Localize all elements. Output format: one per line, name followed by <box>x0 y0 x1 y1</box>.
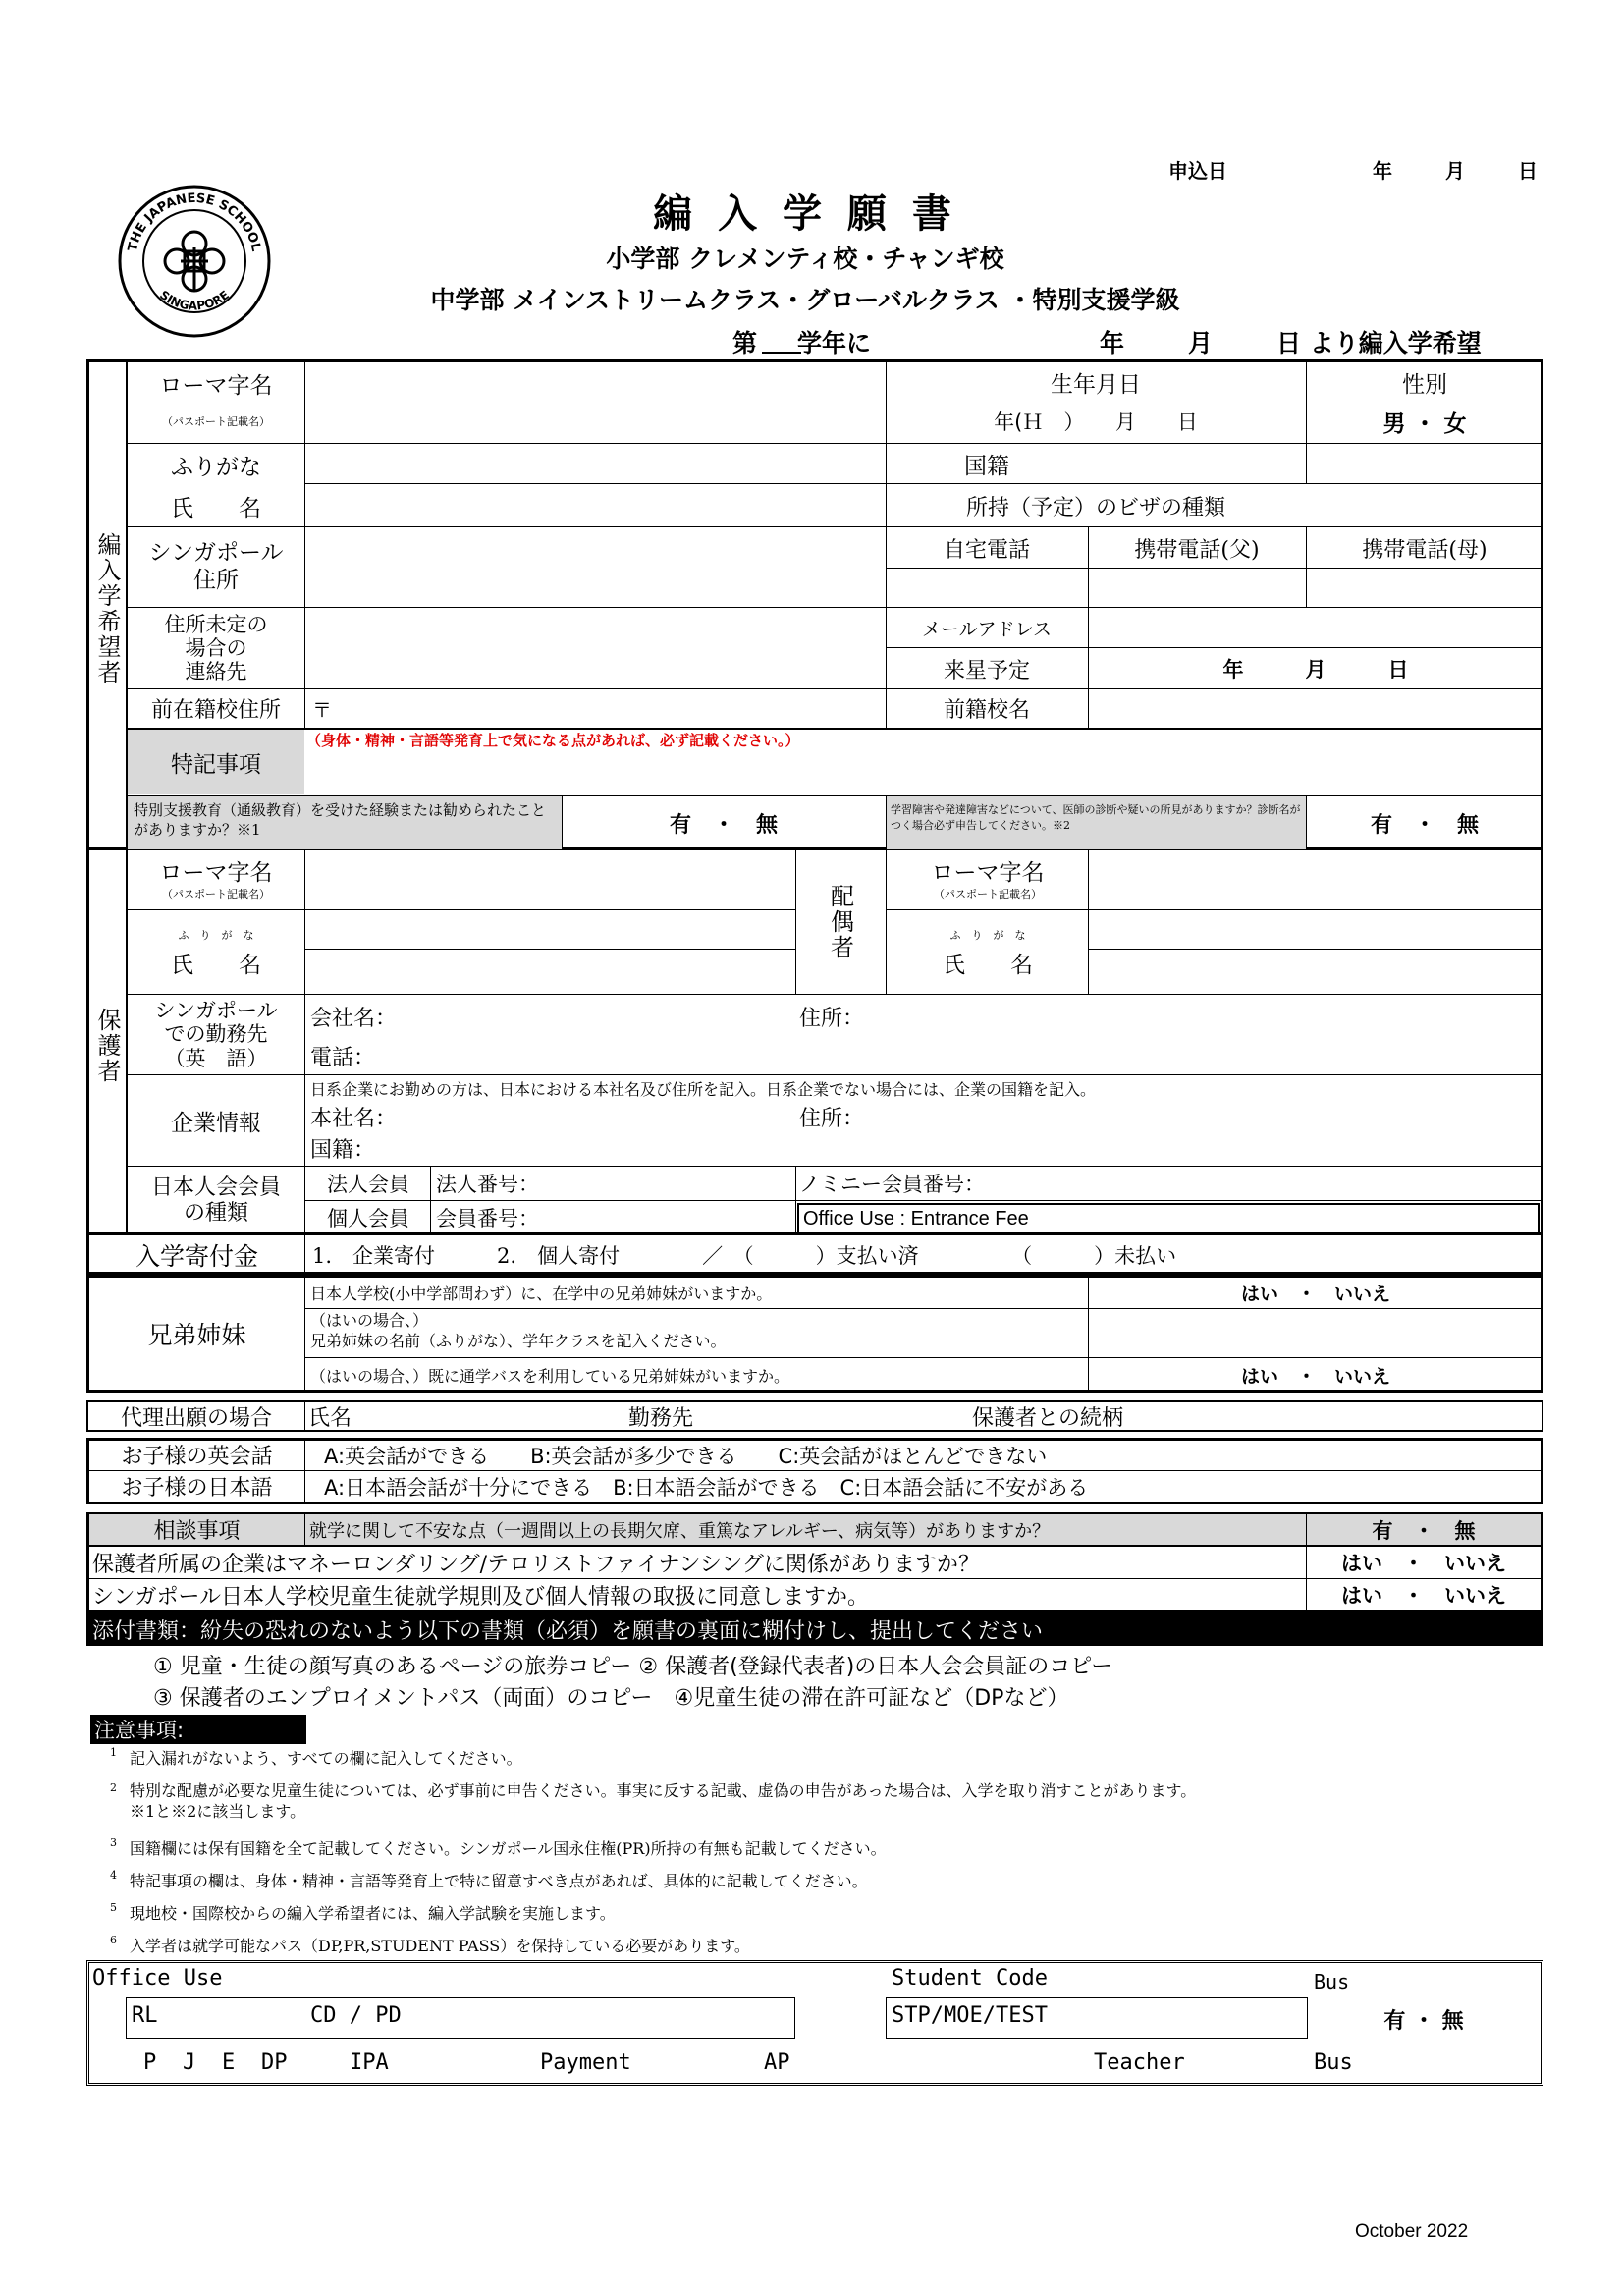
guardian-passport-note: （パスポート記載名） <box>162 888 270 901</box>
proxy-label: 代理出願の場合 <box>120 1405 272 1431</box>
sibling-bus-question: （はいの場合、）既に通学バスを利用している兄弟姉妹がいますか。 <box>310 1366 790 1386</box>
sibling-enrolled-question: 日本人学校(小中学部問わず）に、在学中の兄弟姉妹がいますか。 <box>310 1284 773 1303</box>
undecided-contact-field[interactable] <box>306 609 884 687</box>
english-level-label: お子様の英会話 <box>121 1445 273 1469</box>
guardian-romaji-label: ローマ字名 <box>159 859 273 886</box>
prev-school-address-label: 前在籍校住所 <box>150 698 281 723</box>
disability-question: 学習障害や発達障害などについて、医師の診断や疑いの所見がありますか？診断名がつく場合必ず申告してください。※2 <box>887 796 1306 849</box>
spouse-furigana-label: ふ り が な <box>949 929 1026 942</box>
bus2-label: Bus <box>1314 2050 1353 2075</box>
applicant-name-field[interactable] <box>306 486 884 525</box>
special-notes-label: 特記事項 <box>128 730 304 794</box>
proxy-name-label: 氏名 <box>308 1405 352 1431</box>
corporate-number-label: 法人番号： <box>436 1173 539 1196</box>
prev-school-name-label: 前籍校名 <box>943 698 1030 723</box>
application-month-label: 月 <box>1445 159 1465 183</box>
guardian-furigana-label: ふ り が な <box>178 929 254 942</box>
spouse-name-field[interactable] <box>1090 951 1542 992</box>
corporate-member-label: 法人会員 <box>327 1173 409 1196</box>
application-day-label: 日 <box>1518 159 1538 183</box>
bus-answer[interactable]: 有 ・ 無 <box>1383 2008 1464 2034</box>
applicant-name-label: 氏 名 <box>171 495 261 521</box>
applicant-side-label: 編入学希望者 <box>93 532 121 685</box>
postal-mark[interactable]: 〒 <box>312 698 332 722</box>
form-title: 編 入 学 願 書 <box>653 191 957 237</box>
consent-question: シンガポール日本人学校児童生徒就学規則及び個人情報の取扱に同意しますか。 <box>92 1584 870 1610</box>
note-item: 6 入学者は就学可能なパス（DP,PR,STUDENT PASS）を保持している必要があります。 <box>110 1934 750 1955</box>
consult-answer[interactable]: 有 ・ 無 <box>1307 1514 1541 1545</box>
subtitle-junior-high: 中学部 メインストリームクラス・グローバルクラス ・特別支援学級 <box>430 286 1180 314</box>
guardian-name-field[interactable] <box>306 951 793 992</box>
j-label: J <box>183 2050 196 2075</box>
company-address-label: 住所： <box>799 1007 865 1031</box>
notes-heading: 注意事項: <box>90 1715 306 1744</box>
attachments-line-1: ① 児童・生徒の顔写真のあるページの旅券コピー ② 保護者(登録代表者)の日本人会会員証のコピー <box>153 1655 1113 1679</box>
special-education-question: 特別支援教育（通級教育）を受けた経験または勧められたことがありますか？※1 <box>128 796 562 849</box>
company-info-note: 日系企業にお勤めの方は、日本における本社名及び住所を記入。日系企業でない場合には、企業の国籍を記入。 <box>310 1080 1097 1099</box>
donation-label: 入学寄付金 <box>135 1242 258 1271</box>
p-label: P <box>143 2050 157 2075</box>
svg-text:SINGAPORE: SINGAPORE <box>157 288 232 313</box>
consult-question: 就学に関して不安な点（一週間以上の長期欠席、重篤なアレルギー、病気等）がありますか？ <box>305 1514 1306 1545</box>
teacher-label: Teacher <box>1094 2050 1185 2075</box>
hq-address-label: 住所： <box>799 1107 865 1131</box>
applicant-romaji-field[interactable] <box>306 364 884 441</box>
undecided-contact-label: 住所未定の 場合の 連絡先 <box>164 612 268 684</box>
hq-name-label: 本社名： <box>310 1107 398 1131</box>
jassoc-type-label: 日本人会会員 の種類 <box>150 1175 281 1226</box>
ipa-label: IPA <box>350 2050 389 2075</box>
arrival-label: 来星予定 <box>943 658 1030 683</box>
english-level-options[interactable]: A:英会話ができる B:英会話が多少できる C:英会話がほとんどできない <box>324 1444 1048 1468</box>
applicant-romaji-label: ローマ字名 <box>159 372 273 399</box>
applicant-passport-note: （パスポート記載名） <box>162 415 270 428</box>
note-item: 2 特別な配慮が必要な児童生徒については、必ず事前に申告ください。事実に反する記載、虚偽の申告があった場合は、入学を取り消すことがあります。 ※1と※2に該当します。 <box>110 1781 1197 1821</box>
special-notes-hint: （身体・精神・言語等発育上で気になる点があれば、必ず記載ください。） <box>306 732 800 749</box>
workplace-label: シンガポール での勤務先 （英 語） <box>154 999 278 1070</box>
money-laundering-question: 保護者所属の企業はマネーロンダリング/テロリストファイナンシングに関係がありますか？ <box>92 1552 980 1577</box>
proxy-relation-label: 保護者との続柄 <box>972 1405 1124 1431</box>
consent-answer[interactable]: はい ・ いいえ <box>1341 1584 1506 1608</box>
company-info-label: 企業情報 <box>171 1110 261 1136</box>
company-nationality-label: 国籍： <box>310 1138 376 1163</box>
sex-label: 性別 <box>1402 371 1447 398</box>
spouse-furigana-field[interactable] <box>1090 911 1542 947</box>
notes-list <box>110 1746 1524 1963</box>
note-item: 3 国籍欄には保有国籍を全て記載してください。シンガポール国永住権(PR)所持の有無も記載してください。 <box>110 1836 887 1858</box>
guardian-name-label: 氏 名 <box>171 952 261 978</box>
sibling-names-question: （はいの場合、） 兄弟姉妹の名前（ふりがな）、学年クラスを記入ください。 <box>310 1311 727 1350</box>
desired-month: 月 <box>1188 329 1214 357</box>
payment-label: Payment <box>540 2050 631 2075</box>
applicant-furigana-label: ふりがな <box>171 454 261 480</box>
office-rl-box[interactable] <box>126 1997 795 2039</box>
email-label: メールアドレス <box>921 619 1053 640</box>
stp-label: STP/MOE/TEST <box>892 2003 1048 2028</box>
bus-label: Bus <box>1314 1970 1350 1994</box>
spouse-passport-note: （パスポート記載名） <box>934 888 1042 901</box>
office-use-label: Office Use <box>92 1966 223 1991</box>
sibling-bus-answer[interactable]: はい ・ いいえ <box>1240 1365 1390 1388</box>
subtitle-elementary: 小学部 クレメンティ校・チャンギ校 <box>606 245 1004 273</box>
home-phone-label: 自宅電話 <box>943 537 1030 563</box>
spouse-name-label: 氏 名 <box>943 952 1033 978</box>
grade-suffix: 学年に <box>797 329 872 357</box>
mother-mobile-label: 携帯電話(母) <box>1362 537 1488 563</box>
disability-answer[interactable]: 有 ・ 無 <box>1370 812 1479 838</box>
guardian-romaji-field[interactable] <box>306 852 793 907</box>
sex-options[interactable]: 男 ・ 女 <box>1382 410 1467 437</box>
grade-blank[interactable] <box>762 352 801 354</box>
member-number-label: 会員番号： <box>436 1207 539 1230</box>
guardian-side-label: 保護者 <box>93 1008 121 1084</box>
proxy-work-label: 勤務先 <box>628 1405 694 1431</box>
company-name-label: 会社名： <box>310 1007 398 1031</box>
father-mobile-label: 携帯電話(父) <box>1134 537 1260 563</box>
svg-text:THE JAPANESE SCHOOL: THE JAPANESE SCHOOL <box>125 191 264 253</box>
desired-year: 年 <box>1100 329 1125 357</box>
spouse-romaji-label: ローマ字名 <box>931 859 1045 886</box>
sibling-names-field[interactable] <box>1090 1310 1542 1355</box>
attachments-heading: 添付書類：紛失の恐れのないよう以下の書類（必須）を願書の裏面に糊付けし、提出してください <box>86 1613 1543 1646</box>
birthdate-field[interactable]: 年(Ｈ ） 月 日 <box>994 410 1198 434</box>
rl-label: RL <box>132 2003 158 2028</box>
note-item: 4 特記事項の欄は、身体・精神・言語等発育上で特に留意すべき点があれば、具体的に記載してください。 <box>110 1869 868 1890</box>
arrival-date-field[interactable]: 年 月 日 <box>1222 658 1409 682</box>
guardian-furigana-field[interactable] <box>306 911 793 947</box>
sg-address-field[interactable] <box>306 528 884 605</box>
sg-address-label: シンガポール 住所 <box>148 540 284 593</box>
company-phone-label: 電話： <box>310 1046 376 1070</box>
attachments-line-2: ③ 保護者のエンプロイメントパス（両面）のコピー ④児童生徒の滞在許可証など（DPなど） <box>153 1686 1069 1711</box>
application-date-label: 申込日 <box>1168 159 1227 183</box>
individual-member-label: 個人会員 <box>327 1207 409 1230</box>
consult-label: 相談事項 <box>89 1514 304 1545</box>
japanese-level-label: お子様の日本語 <box>121 1476 273 1501</box>
japanese-level-options[interactable]: A:日本語会話が十分にできる B:日本語会話ができる C:日本語会話に不安がある <box>324 1475 1089 1500</box>
application-year-label: 年 <box>1373 159 1392 183</box>
spouse-romaji-field[interactable] <box>1090 852 1542 907</box>
nominee-number-label: ノミニー会員番号： <box>799 1173 985 1196</box>
applicant-furigana-field[interactable] <box>306 446 884 481</box>
note-item: 5 現地校・国際校からの編入学希望者には、編入学試験を実施します。 <box>110 1901 616 1923</box>
ap-label: AP <box>764 2050 790 2075</box>
special-notes-field[interactable] <box>306 752 1542 793</box>
e-label: E <box>222 2050 236 2075</box>
nationality-label: 国籍 <box>964 453 1009 479</box>
grade-prefix: 第 <box>732 329 758 357</box>
school-logo <box>116 183 273 340</box>
cd-pd-label: CD / PD <box>310 2003 402 2028</box>
siblings-label: 兄弟姉妹 <box>147 1321 246 1349</box>
sibling-enrolled-answer[interactable]: はい ・ いいえ <box>1240 1283 1390 1305</box>
desired-day-suffix: 日 より編入学希望 <box>1276 329 1482 357</box>
form-version-date: October 2022 <box>1355 2221 1469 2242</box>
donation-options[interactable]: 1. 企業寄付 2. 個人寄付 ／ （ ）支払い済 （ ）未払い <box>312 1244 1177 1268</box>
money-laundering-answer[interactable]: はい ・ いいえ <box>1341 1552 1506 1575</box>
spouse-label: 配偶者 <box>826 884 854 960</box>
dp-label: DP <box>261 2050 288 2075</box>
birthdate-label: 生年月日 <box>1051 371 1141 398</box>
visa-type-label: 所持（予定）のビザの種類 <box>965 495 1225 520</box>
special-education-answer[interactable]: 有 ・ 無 <box>669 812 778 838</box>
student-code-label: Student Code <box>892 1966 1048 1991</box>
note-item: 1 記入漏れがないよう、すべての欄に記入してください。 <box>110 1746 522 1768</box>
office-use-entrance-fee: Office Use : Entrance Fee <box>797 1203 1540 1234</box>
